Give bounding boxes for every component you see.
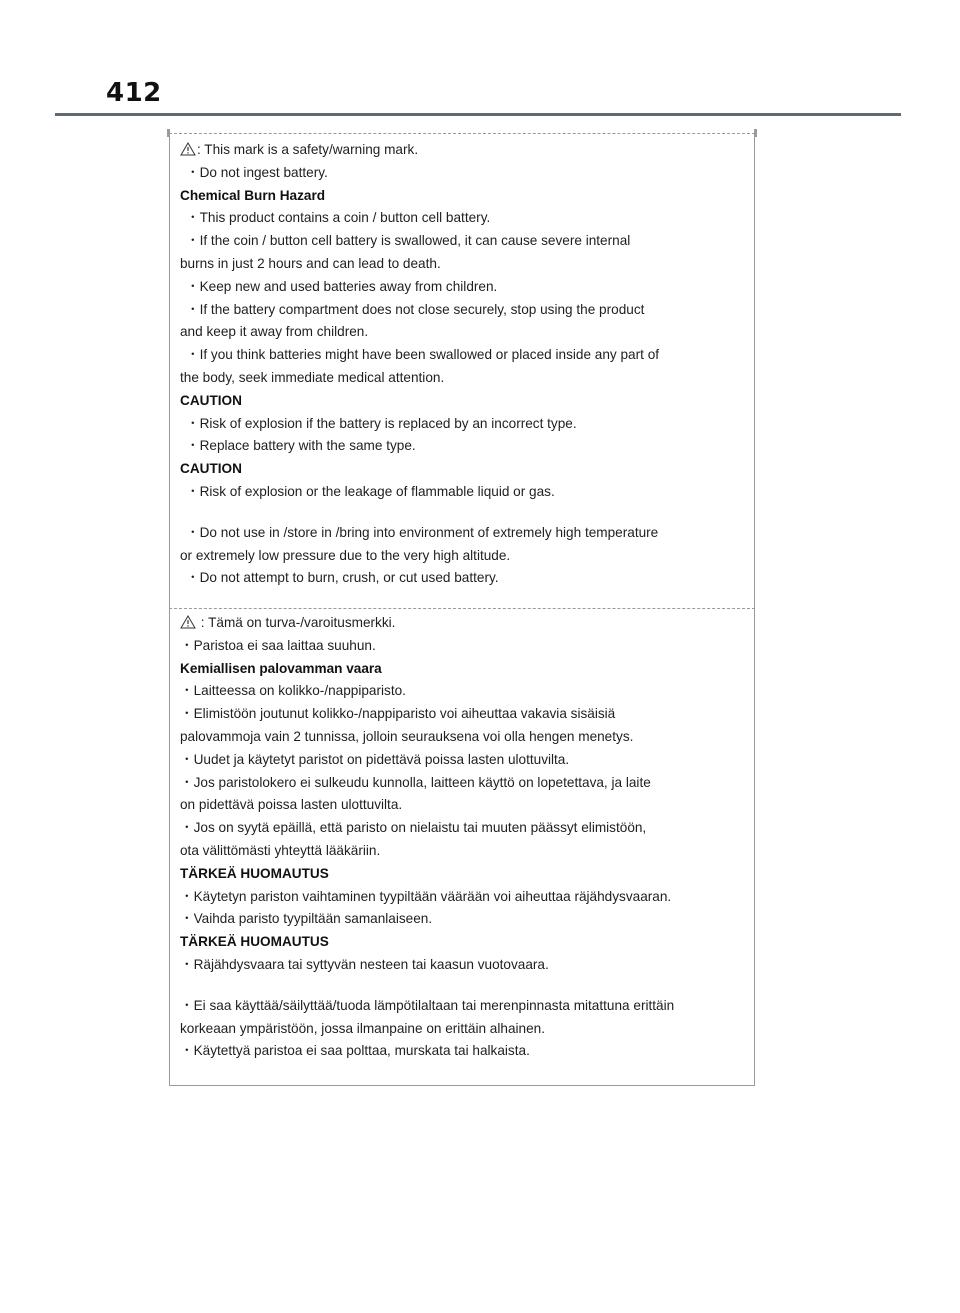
text-line: on pidettävä poissa lasten ulottuvilta.: [180, 797, 403, 813]
finnish-warning-panel: [169, 608, 755, 1086]
paragraph-gap: [180, 977, 748, 995]
page-number: 412: [106, 78, 162, 108]
text-line: palovammoja vain 2 tunnissa, jolloin seurauksena voi olla hengen menetys.: [180, 728, 634, 744]
section-heading: TÄRKEÄ HUOMAUTUS: [180, 865, 329, 881]
text-line: ・Do not ingest battery.: [186, 164, 328, 180]
text-line: ota välittömästi yhteyttä lääkäriin.: [180, 842, 381, 858]
english-warning-text: [180, 139, 748, 590]
text-line: ・If the coin / button cell battery is swallowed, it can cause severe internal: [186, 233, 631, 249]
section-heading: TÄRKEÄ HUOMAUTUS: [180, 934, 329, 950]
finnish-warning-text: [180, 612, 748, 1063]
warning-mark-line: [180, 612, 748, 635]
text-line: ・Replace battery with the same type.: [186, 438, 416, 454]
text-line: ・If the battery compartment does not close securely, stop using the product: [186, 301, 645, 317]
section-heading: Kemiallisen palovamman vaara: [180, 660, 382, 676]
paragraph-gap: [180, 504, 748, 522]
warning-mark-text: : Tämä on turva-/varoitusmerkki.: [197, 615, 396, 630]
text-line: ・Jos paristolokero ei sulkeudu kunnolla, laitteen käyttö on lopetettava, ja laite: [180, 774, 651, 790]
section-heading: CAUTION: [180, 392, 242, 408]
text-line: ・Uudet ja käytetyt paristot on pidettävä poissa lasten ulottuvilta.: [180, 751, 570, 767]
text-line: the body, seek immediate medical attention.: [180, 369, 445, 385]
text-line: burns in just 2 hours and can lead to death.: [180, 255, 441, 271]
text-line: ・Elimistöön joutunut kolikko-/nappiparisto voi aiheuttaa vakavia sisäisiä: [180, 706, 616, 722]
section-heading: Chemical Burn Hazard: [180, 187, 326, 203]
text-line: ・Do not attempt to burn, crush, or cut used battery.: [186, 570, 499, 586]
text-line: ・If you think batteries might have been swallowed or placed inside any part of: [186, 347, 660, 363]
text-line: korkeaan ympäristöön, jossa ilmanpaine on erittäin alhainen.: [180, 1020, 545, 1036]
text-line: ・Laitteessa on kolikko-/nappiparisto.: [180, 683, 406, 699]
text-line: ・Do not use in /store in /bring into environment of extremely high temperature: [186, 524, 659, 540]
english-warning-panel: [169, 133, 755, 608]
text-line: ・Käytettyä paristoa ei saa polttaa, murskata tai halkaista.: [180, 1043, 530, 1059]
text-line: ・Risk of explosion or the leakage of flammable liquid or gas.: [186, 483, 555, 499]
warning-triangle-icon: [180, 615, 196, 629]
header-rule: [55, 113, 901, 116]
text-line: ・Risk of explosion if the battery is replaced by an incorrect type.: [186, 415, 577, 431]
warning-triangle-icon: [180, 142, 196, 156]
section-heading: CAUTION: [180, 461, 242, 477]
text-line: ・Ei saa käyttää/säilyttää/tuoda lämpötilaltaan tai merenpinnasta mitattuna erittäin: [180, 997, 675, 1013]
warning-mark-text: : This mark is a safety/warning mark.: [197, 142, 419, 157]
text-line: or extremely low pressure due to the very high altitude.: [180, 547, 511, 563]
text-line: ・Räjähdysvaara tai syttyvän nesteen tai kaasun vuotovaara.: [180, 956, 549, 972]
text-line: ・Paristoa ei saa laittaa suuhun.: [180, 637, 376, 653]
text-line: ・Keep new and used batteries away from children.: [186, 278, 498, 294]
text-line: ・Käytetyn pariston vaihtaminen tyypiltään väärään voi aiheuttaa räjähdysvaaran.: [180, 888, 672, 904]
text-line: and keep it away from children.: [180, 324, 369, 340]
text-line: ・Jos on syytä epäillä, että paristo on nielaistu tai muuten päässyt elimistöön,: [180, 820, 647, 836]
warning-mark-line: [180, 139, 748, 162]
text-line: ・This product contains a coin / button cell battery.: [186, 210, 491, 226]
text-line: ・Vaihda paristo tyypiltään samanlaiseen.: [180, 911, 433, 927]
